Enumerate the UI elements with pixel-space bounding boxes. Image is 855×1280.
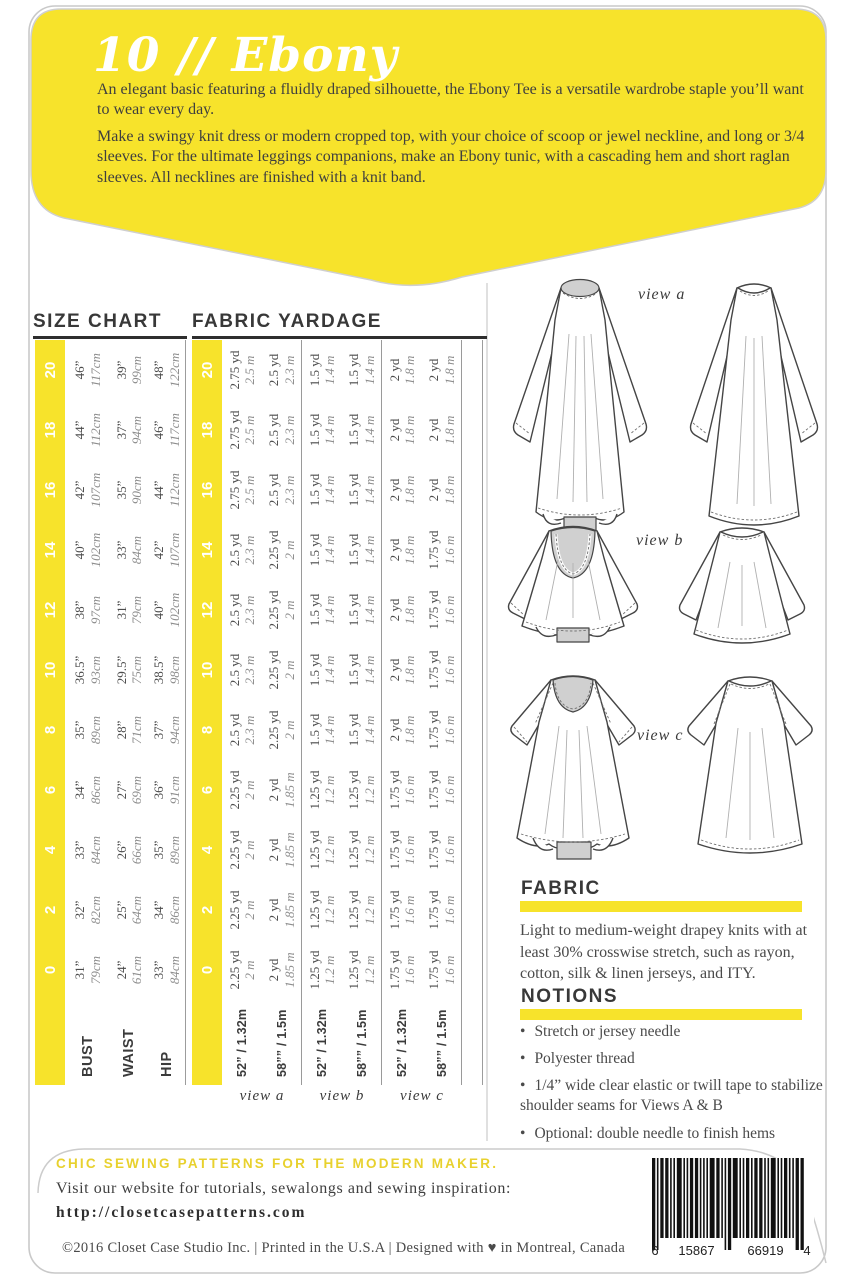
- notions-list: [520, 1022, 828, 1151]
- yardage-view-c-label: view c: [400, 1088, 444, 1104]
- notions-item: • 1/4” wide clear elastic or twill tape to stabilize shoulder seams for Views A & B: [520, 1076, 828, 1116]
- fabric-description: Light to medium-weight drapey knits with at least 30% crosswise stretch, such as rayon, cotton, silk & linen jerseys, and ITY.: [520, 922, 808, 983]
- footer-copyright: ©2016 Closet Case Studio Inc. | Printed in the U.S.A | Designed with ♥ in Montreal, Canada: [62, 1240, 626, 1256]
- notions-item: • Polyester thread: [520, 1049, 828, 1069]
- footer-visit-text: Visit our website for tutorials, sewalongs and sewing inspiration:: [56, 1180, 512, 1197]
- barcode-group-2: 66919: [747, 1243, 784, 1258]
- illustration-view-b-label: view b: [636, 532, 684, 549]
- fabric-heading: FABRIC: [521, 878, 601, 899]
- notions-item: • Optional: double needle to finish hems: [520, 1124, 828, 1144]
- fabric-yardage-heading: FABRIC YARDAGE: [192, 311, 382, 332]
- footer-tagline: CHIC SEWING PATTERNS FOR THE MODERN MAKER.: [56, 1156, 499, 1171]
- notions-heading: NOTIONS: [521, 986, 619, 1007]
- yardage-view-b-label: view b: [319, 1088, 365, 1104]
- barcode-digit-right: 4: [803, 1243, 811, 1258]
- barcode-bars: [648, 1158, 814, 1254]
- pattern-title: 10 // Ebony: [93, 28, 398, 83]
- barcode-group-1: 15867: [678, 1243, 715, 1258]
- garment-view-b-back-illustration: [666, 520, 818, 660]
- illustration-view-a-label: view a: [638, 286, 686, 303]
- fabric-heading-underline: [520, 901, 802, 912]
- barcode-digits: [648, 1243, 814, 1258]
- illustration-view-c-label: view c: [637, 727, 684, 744]
- size-chart-heading: SIZE CHART: [33, 311, 162, 332]
- garment-view-c-back-illustration: [674, 668, 826, 864]
- garment-view-a-back-illustration: [683, 276, 825, 556]
- barcode-digit-left: 6: [651, 1243, 659, 1258]
- garment-view-a-front-illustration: [505, 274, 655, 554]
- barcode: [648, 1158, 814, 1258]
- notions-item: • Stretch or jersey needle: [520, 1022, 828, 1042]
- garment-view-b-front-illustration: [496, 518, 650, 658]
- intro-paragraph-1: An elegant basic featuring a fluidly draped silhouette, the Ebony Tee is a versatile wardrobe staple you’ll want to wear every day.: [97, 81, 804, 119]
- notions-heading-underline: [520, 1009, 802, 1020]
- footer-website-url: http://closetcasepatterns.com: [56, 1204, 307, 1221]
- yardage-view-a-label: view a: [239, 1088, 285, 1104]
- fabric-yardage-table: 0 2 4 6 8 10 12 14 16 18 20 52” / 1.32m 2.25 yd 2 m 2.25 yd 2 m 2.25 yd 2 m 2.25 yd 2 m 2.5 yd 2.3 m 2.5 yd 2.3 m 2.5 yd 2.3 m 2.5 yd 2.3 m 2.75 yd 2.5 m 2.75 yd 2.5 m 2.75 yd 2.5 m 58”” / 1.5m 2 yd 1.85 m 2 yd 1.85 m 2 yd 1.85 m 2 yd 1.85 m 2.25 yd 2 m 2.25 yd 2 m 2.25 yd 2 m 2.25 yd 2 m 2.5 yd 2.3 m 2.5 yd 2.3 m 2.5 yd 2.3 m 52” / 1.32m 1.25 yd 1.2 m 1.25 yd 1.2 m 1.25 yd 1.2 m 1.25 yd 1.2 m 1.5 yd 1.4 m 1.5 yd 1.4 m 1.5 yd 1.4 m 1.5 yd 1.4 m 1.5 yd 1.4 m 1.5 yd 1.4 m 1.5 yd 1.4 m 58”” / 1.5m 1.25 yd 1.2 m 1.25 yd 1.2 m 1.25 yd 1.2 m 1.25 yd 1.2 m 1.5 yd 1.4 m 1.5 yd 1.4 m 1.5 yd 1.4 m 1.5 yd 1.4 m 1.5 yd 1.4 m 1.5 yd 1.4 m 1.5 yd 1.4 m 52” / 1.32m 1.75 yd 1.6 m 1.75 yd 1.6 m 1.75 yd 1.6 m 1.75 yd 1.6 m 2 yd 1.8 m 2 yd 1.8 m 2 yd 1.8 m 2 yd 1.8 m 2 yd 1.8 m 2 yd 1.8 m 2 yd 1.8 m 58”” / 1.5m 1.75 yd 1.6 m 1.75 yd 1.6 m 1.75 yd 1.6 m 1.75 yd 1.6 m 1.75 yd 1.6 m 1.75 yd 1.6 m 1.75 yd 1.6 m 1.75 yd 1.6 m 2 yd 1.8 m 2 yd 1.8 m 2 yd 1.8 m: [192, 340, 483, 1085]
- garment-view-c-front-illustration: [499, 666, 647, 868]
- size-chart-table: 0 2 4 6 8 10 12 14 16 18 20 BUST 31” 79cm 32” 82cm 33” 84cm 34” 86cm 35” 89cm 36.5” 93cm 38” 97cm 40” 102cm 42” 107cm 44” 112cm 46” 117cm WAIST 24” 61cm 25” 64cm 26” 66cm 27” 69cm 28” 71cm 29.5” 75cm 31” 79cm 33” 84cm 35” 90cm 37” 94cm 39” 99cm HIP 33” 84cm 34” 86cm 35” 89cm 36” 91cm 37” 94cm 38.5” 98cm 40” 102cm 42” 107cm 44” 112cm 46” 117cm 48” 122cm: [35, 340, 186, 1085]
- intro-paragraph-2: Make a swingy knit dress or modern cropped top, with your choice of scoop or jewel neckline, and long or 3/4 sleeves. For the ultimate leggings companions, make an Ebony tunic, with a cascading hem and short raglan sleeves. All necklines are finished with a knit band.: [97, 128, 805, 186]
